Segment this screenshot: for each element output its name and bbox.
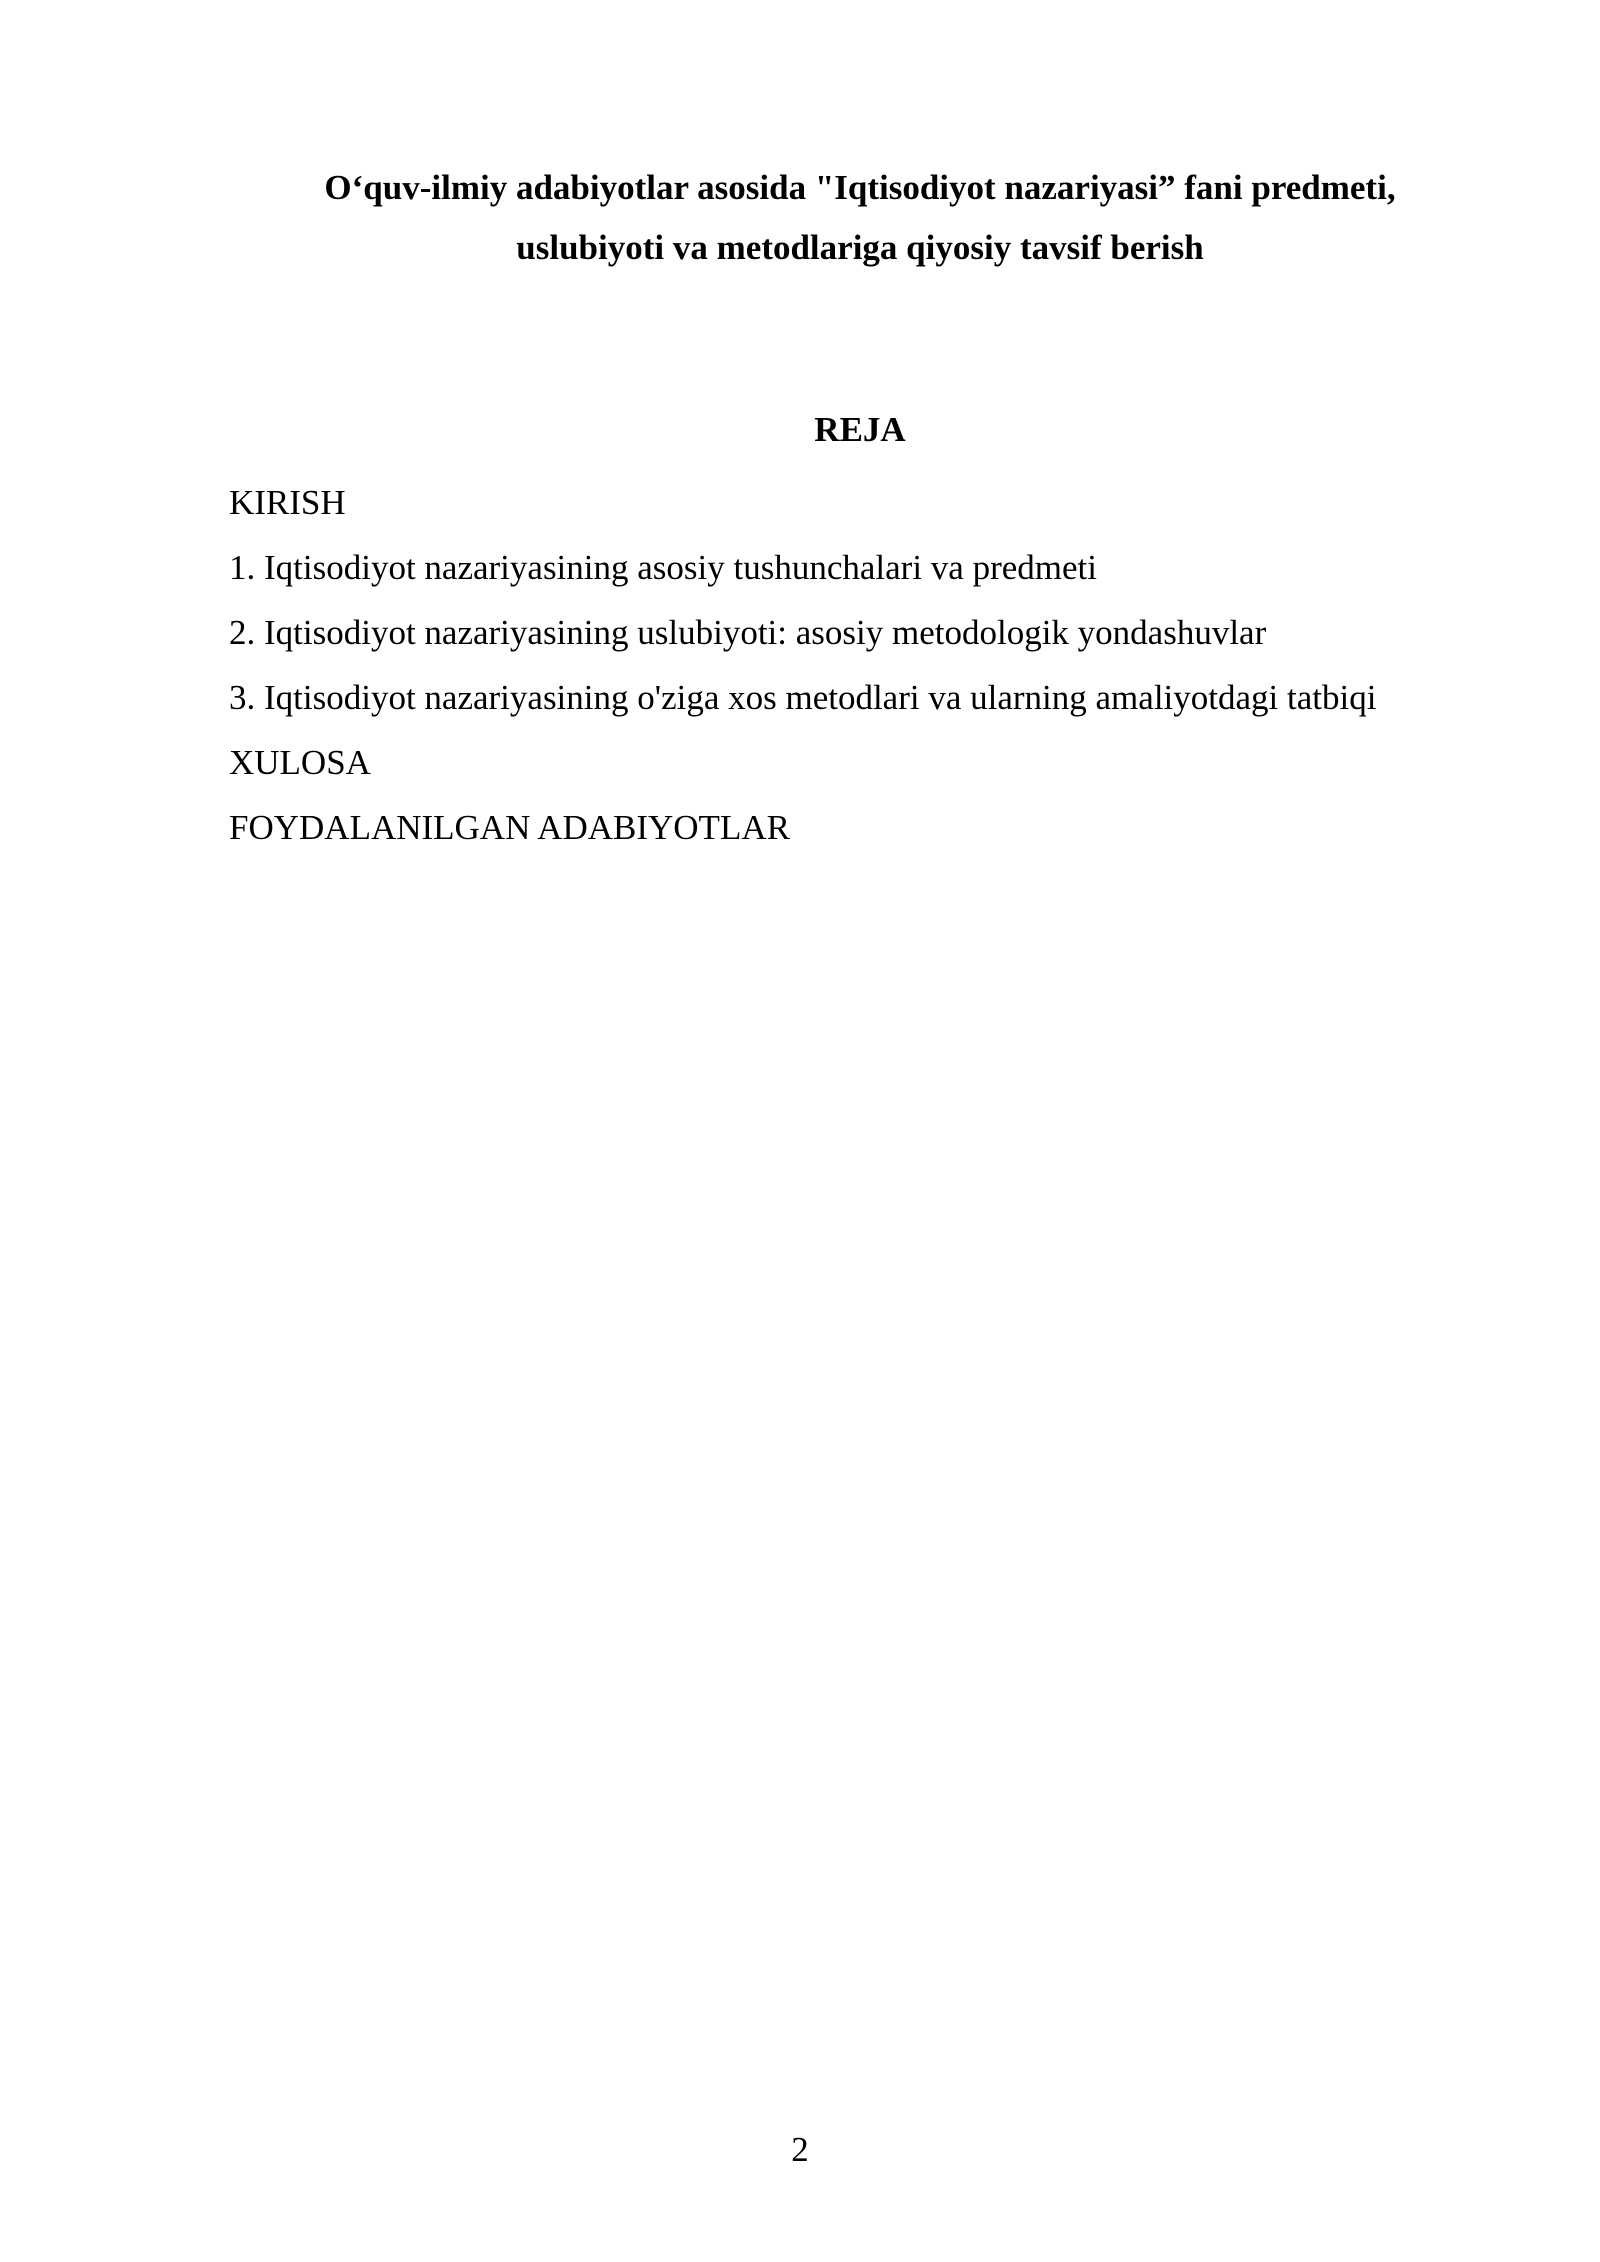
document-title-line-1: O‘quv-ilmiy adabiyotlar asosida "Iqtisodiyot nazariyasi” fani predmeti, xyxy=(324,168,1396,207)
page-number: 2 xyxy=(791,2130,809,2169)
plan-item-references: FOYDALANILGAN ADABIYOTLAR xyxy=(229,808,790,847)
plan-heading: REJA xyxy=(814,410,906,449)
plan-item-3: 3. Iqtisodiyot nazariyasining o'ziga xos metodlari va ularning amaliyotdagi tatbiqi xyxy=(229,678,1377,717)
plan-item-conclusion: XULOSA xyxy=(229,743,371,782)
plan-list xyxy=(229,470,1529,860)
plan-item-2: 2. Iqtisodiyot nazariyasining uslubiyoti: asosiy metodologik yondashuvlar xyxy=(229,613,1267,652)
plan-item-introduction: KIRISH xyxy=(229,483,346,522)
plan-item-1: 1. Iqtisodiyot nazariyasining asosiy tushunchalari va predmeti xyxy=(229,548,1097,587)
document-title-line-2: uslubiyoti va metodlariga qiyosiy tavsif berish xyxy=(516,228,1204,267)
